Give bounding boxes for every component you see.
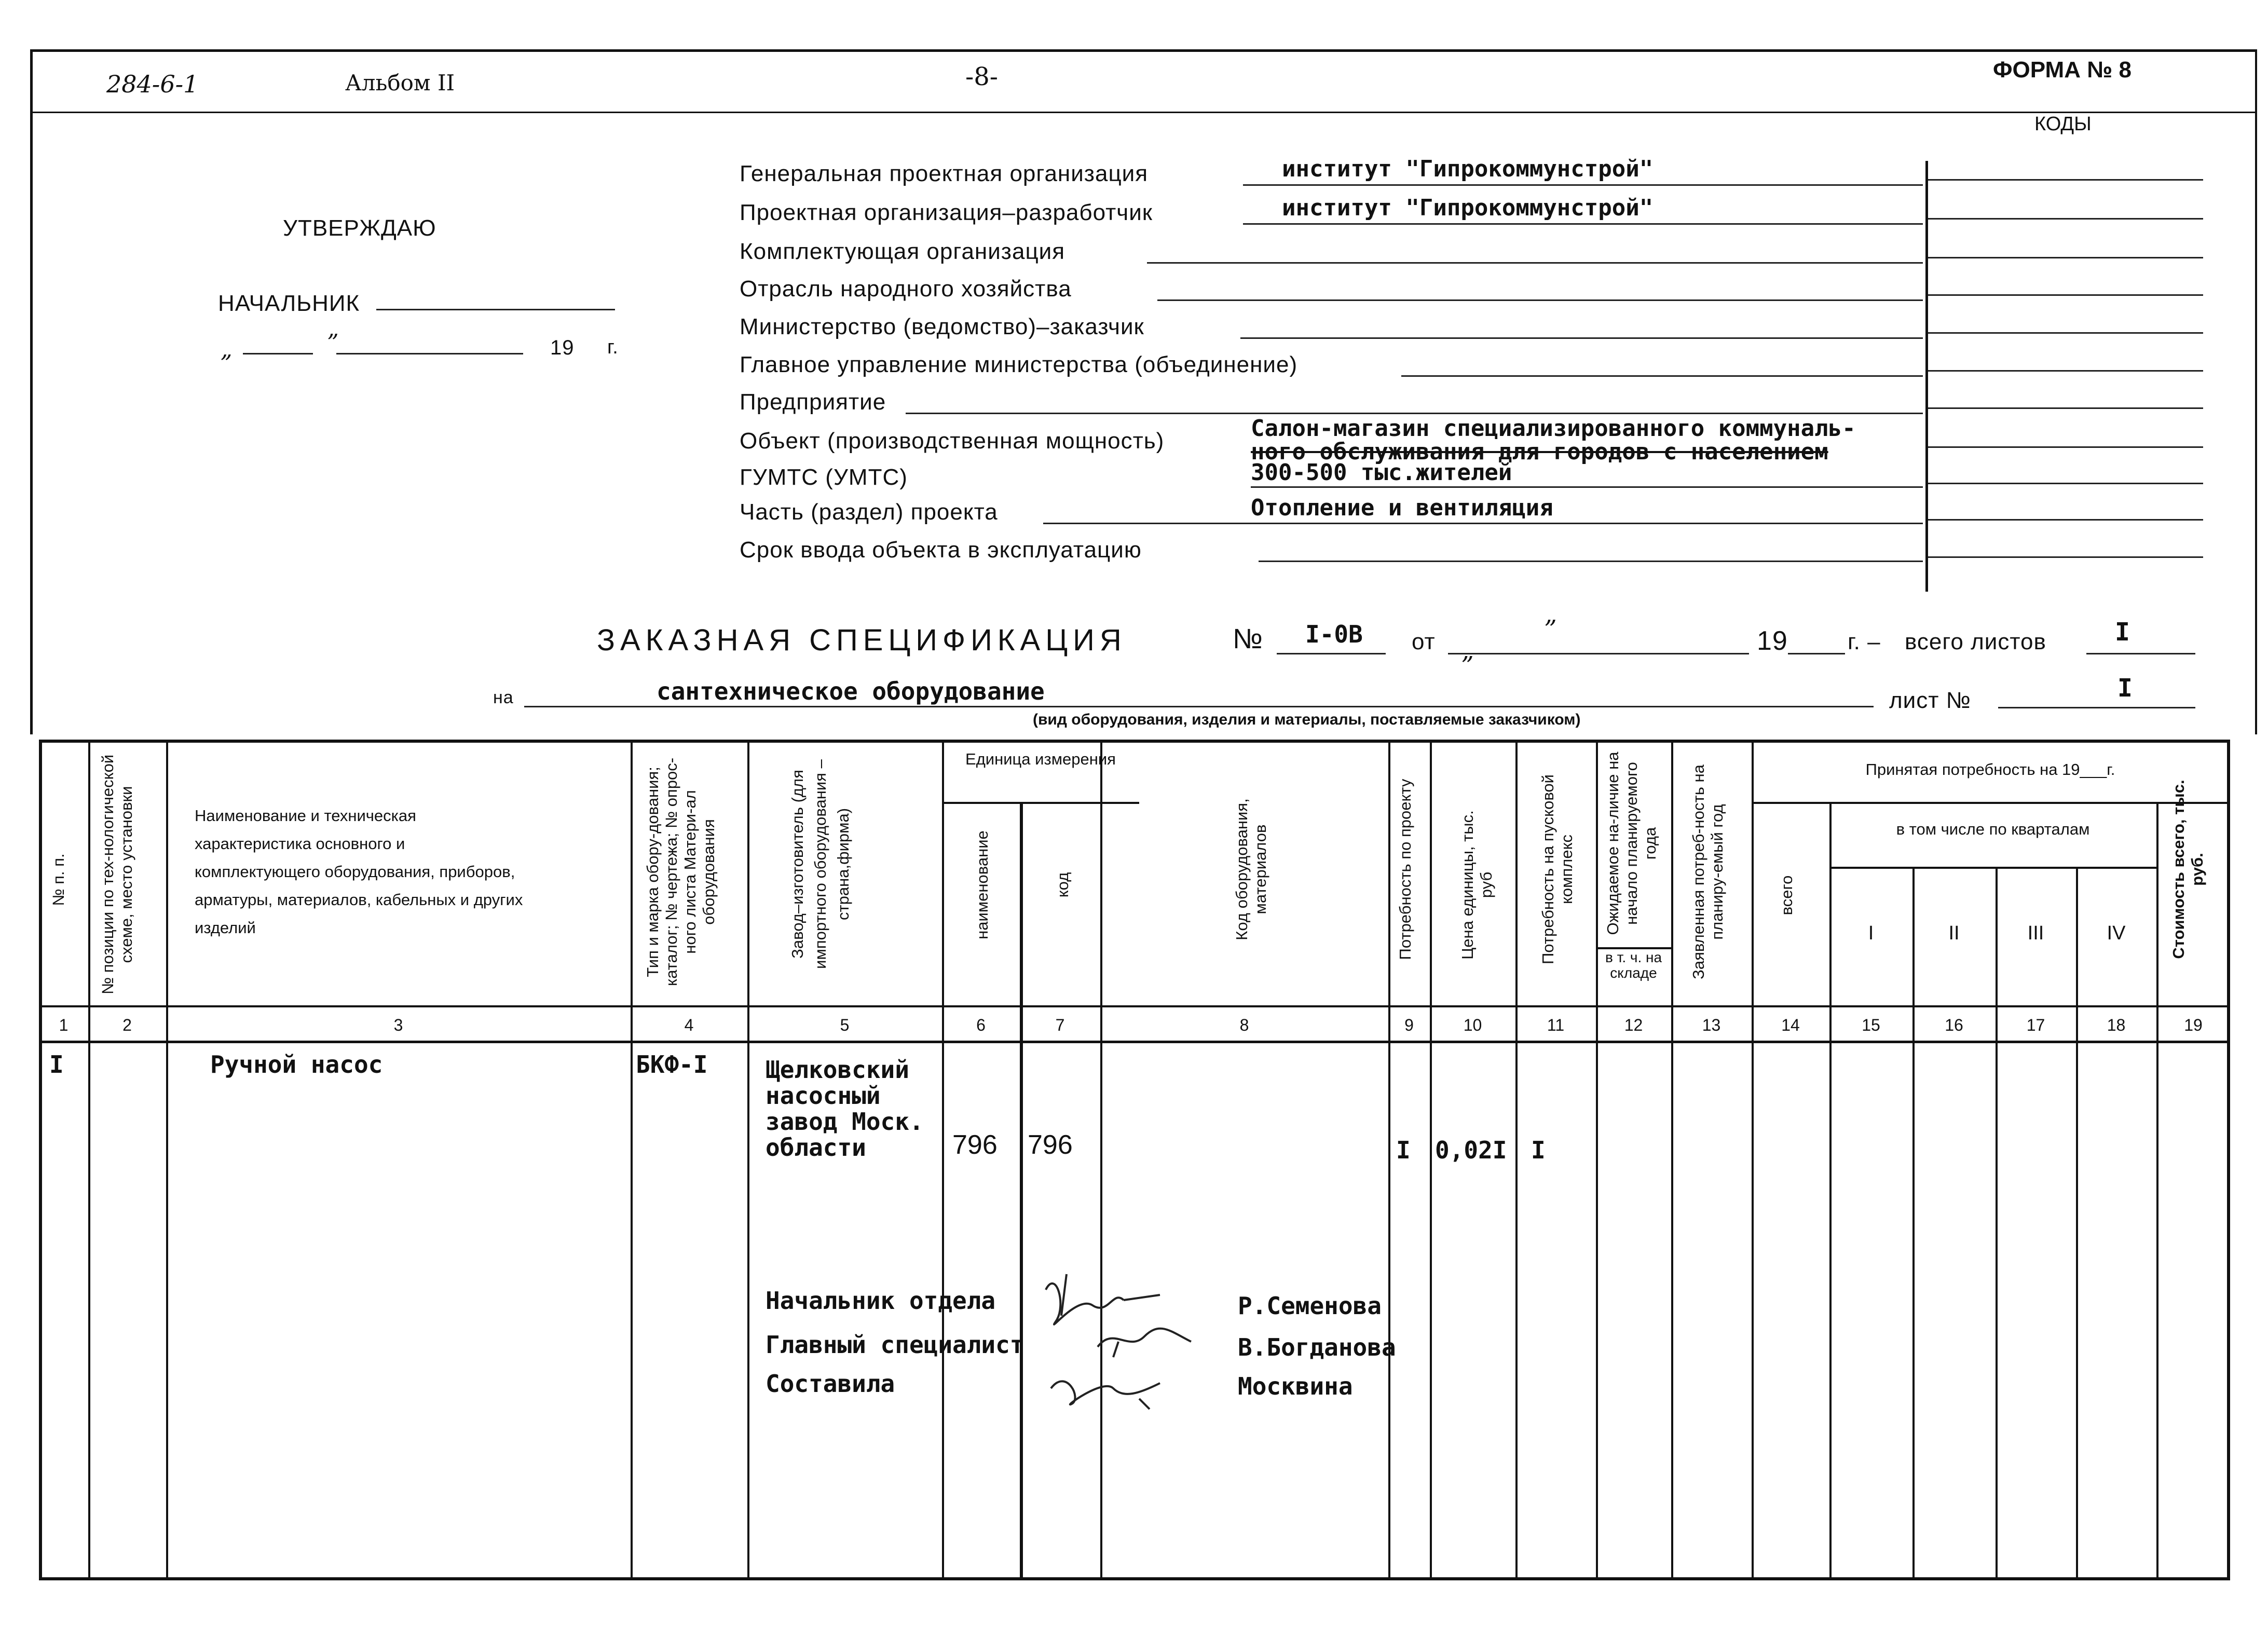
header-c3: Наименование и техническая характеристика основного и комплектующего оборудования, приборов, арматуры, материалов, кабельных и других изделий [195,807,523,937]
table-colnum-bottom-line [39,1041,2230,1043]
album-label: Альбом II [345,70,455,95]
code-line-3 [1928,257,2203,258]
date-day-line[interactable] [243,353,313,354]
col-line-11 [1596,740,1598,1580]
code-line-11 [1928,556,2203,558]
col-number-14: 14 [1781,1016,1800,1034]
frame-top-border [30,49,2257,52]
approval-year-suffix: г. [607,336,619,358]
header-c11: Потребность на пусковой комплекс [1539,774,1576,964]
codes-column-divider [1925,161,1928,592]
header-c10: Цена единицы, тыс. руб [1458,810,1495,960]
row-unit-name: 796 [952,1130,998,1160]
spec-caption: (вид оборудования, изделия и материалы, поставляемые заказчиком) [1033,711,1581,728]
date-month-line[interactable] [336,353,523,354]
org-label-commissioning: Срок ввода объекта в эксплуатацию [740,537,1142,563]
org-label-developer: Проектная организация–разработчик [740,200,1153,225]
spec-total-sheets-line [2086,653,2195,654]
header-c19: Стоимость всего, тыс. руб. [2169,780,2206,959]
form-number: ФОРМА № 8 [1993,57,2132,83]
spec-date-close-quote: ” [1461,651,1474,680]
col-number-4: 4 [684,1016,694,1034]
col-number-7: 7 [1055,1016,1065,1034]
spec-on-label: на [493,688,514,707]
signature-name-1: Р.Семенова [1238,1292,1382,1320]
signature-role-3: Составила [766,1370,895,1398]
spec-equipment-line [524,706,1874,707]
spec-equipment: сантехническое оборудование [657,677,1045,705]
org-line-project-part [1043,523,1923,524]
col-line-3 [631,740,633,1580]
approval-title: УТВЕРЖДАЮ [283,215,436,241]
col-number-15: 15 [1862,1016,1880,1034]
col-line-7 [1100,740,1102,1580]
org-label-object: Объект (производственная мощность) [740,428,1165,454]
col-line-15 [1912,867,1915,1580]
col-number-9: 9 [1404,1016,1414,1034]
signature-name-2: В.Богданова [1238,1333,1396,1361]
header-c16: II [1948,922,1960,944]
spec-total-sheets: I [2115,618,2130,647]
col-line-1 [88,740,90,1580]
col-line-4 [747,740,749,1580]
header-c13: Заявленная потреб-ность на планиру-емый год [1689,764,1726,979]
code-line-4 [1928,294,2203,296]
frame-left-border [30,49,33,734]
header-c6: наименование [973,830,991,939]
signature-role-1: Начальник отдела [766,1287,996,1315]
header-c17: III [2027,922,2044,944]
signature-role-2: Главный специалист [766,1331,1024,1359]
col-line-2 [166,740,168,1580]
header-c18: IV [2107,922,2126,944]
row-name: Ручной насос [210,1050,383,1078]
code-line-5 [1928,332,2203,334]
col-line-16 [1996,867,1998,1580]
col-line-5 [942,740,944,1580]
header-c1: № п. п. [49,853,67,906]
header-c12: Ожидаемое на-личие на начало планируемого года [1604,752,1659,935]
unit-group-header: Единица измерения [965,750,1116,768]
org-value-object-2: ного обслуживания для городов с населением [1251,439,1828,465]
col-number-3: 3 [393,1016,403,1034]
code-line-2 [1928,218,2203,220]
code-line-7 [1928,407,2203,409]
col-line-12 [1671,740,1673,1580]
org-label-industry: Отрасль народного хозяйства [740,276,1072,302]
header-c5: Завод–изготовитель (для импортного оборудования –страна,фирма) [788,759,852,969]
org-line-commissioning [1259,561,1923,562]
frame-right-border [2255,49,2257,734]
spec-sheet-number: I [2117,674,2133,703]
org-label-general: Генеральная проектная организация [740,161,1149,186]
col-number-1: 1 [59,1016,69,1034]
col-line-17 [2076,867,2078,1580]
spec-year-line [1788,653,1845,654]
spec-number: I-0В [1305,620,1363,648]
org-line-industry [1157,299,1923,301]
date-close-quote: ” [327,330,339,356]
code-line-9 [1928,483,2203,484]
code-line-8 [1928,446,2203,448]
header-c15: I [1868,922,1874,944]
col-number-8: 8 [1239,1016,1249,1034]
col-line-10 [1515,740,1518,1580]
org-line-complete [1147,262,1923,264]
org-line-ministry [1240,337,1923,339]
page-number: -8- [965,62,998,91]
code-line-10 [1928,519,2203,521]
signature-name-3: Москвина [1238,1372,1353,1400]
org-label-enterprise: Предприятие [740,389,886,415]
org-value-developer: институт "Гипрокоммунстрой" [1282,195,1654,221]
col-number-18: 18 [2107,1016,2126,1034]
org-line-main-dept [1401,375,1923,377]
col-line-18 [2156,802,2158,1580]
row-maker-line-2: насосный [766,1082,881,1110]
org-value-object-1: Салон-магазин специализированного коммуналь- [1251,415,1856,442]
chief-signature-line[interactable] [376,309,615,310]
row-price: 0,02I [1435,1136,1507,1164]
org-label-ministry: Министерство (ведомство)–заказчик [740,314,1144,339]
handwritten-signatures [1035,1259,1233,1414]
table-header-bottom-line [39,1005,2230,1007]
col-number-16: 16 [1945,1016,1963,1034]
header-c9: Потребность по проекту [1396,779,1414,960]
col-number-19: 19 [2184,1016,2203,1034]
spec-year: 19 [1757,626,1788,656]
spec-sheet-line [1998,707,2195,708]
row-position: I [49,1050,64,1078]
codes-label: КОДЫ [2034,113,2092,135]
row-type: БКФ-I [636,1050,708,1078]
org-value-object-3: 300-500 тыс.жителей [1251,459,1512,486]
spec-title: ЗАКАЗНАЯ СПЕЦИФИКАЦИЯ [597,623,1127,657]
header-divider [30,112,2257,113]
col-number-13: 13 [1702,1016,1721,1034]
org-label-gumts: ГУМТС (УМТС) [740,465,908,490]
spec-number-line [1277,653,1386,654]
org-label-complete: Комплектующая организация [740,239,1065,264]
spec-number-label: № [1233,623,1263,654]
org-value-project-part: Отопление и вентиляция [1251,495,1553,521]
org-value-general: институт "Гипрокоммунстрой" [1282,156,1654,182]
spec-sheet-label: лист № [1889,688,1971,713]
col-line-6 [1020,802,1023,1580]
col-line-9 [1430,740,1432,1580]
chief-label: НАЧАЛЬНИК [218,291,360,316]
quarters-group-header: в том числе по кварталам [1896,820,2090,838]
code-line-6 [1928,370,2203,372]
spec-table [39,740,2230,1580]
org-label-project-part: Часть (раздел) проекта [740,499,998,525]
row-maker-line-1: Щелковский [766,1056,909,1084]
col-number-6: 6 [976,1016,986,1034]
spec-date-line [1448,653,1749,654]
row-unit-code: 796 [1028,1130,1073,1160]
col-line-13 [1752,740,1754,1580]
org-line-enterprise [906,413,1923,414]
org-line-general [1243,184,1923,186]
unit-group-line [942,802,1139,804]
col-number-11: 11 [1547,1016,1565,1034]
col-number-12: 12 [1624,1016,1643,1034]
code-line-1 [1928,179,2203,181]
header-c14: всего [1778,875,1796,916]
spec-total-sheets-label: всего листов [1905,629,2046,654]
header-c7: код [1054,872,1072,898]
header-c2: № позиции по тех-нологической схеме, место установки [99,754,135,995]
row-need: I [1396,1136,1411,1164]
org-label-main-dept: Главное управление министерства (объединение) [740,352,1298,377]
header-c12b: в т. ч. на складе [1605,949,1662,981]
org-line-developer [1243,223,1923,225]
org-line-gumts [1251,486,1923,488]
row-start-need: I [1531,1136,1546,1164]
header-c8: Код оборудования, материалов [1233,798,1269,940]
accepted-group-header: Принятая потребность на 19___г. [1865,760,2115,779]
row-maker-line-4: области [766,1134,866,1162]
approval-year: 19 [550,336,575,359]
header-c4: Тип и марка обору-дования; каталог; № чертежа; № опрос-ного листа Матери-ал оборудования [644,757,718,987]
spec-from-label: от [1412,629,1436,654]
col-line-14 [1829,802,1832,1580]
col-number-10: 10 [1463,1016,1482,1034]
row-maker-line-3: завод Моск. [766,1108,924,1136]
col-number-5: 5 [840,1016,850,1034]
doc-code: 284-6-1 [106,70,199,98]
spec-date-open-quote: ” [1544,615,1557,644]
col-number-2: 2 [122,1016,132,1034]
spec-year-suffix: г. – [1848,629,1881,654]
col-line-8 [1388,740,1390,1580]
date-open-quote: „ [221,336,233,363]
col-number-17: 17 [2026,1016,2045,1034]
quarters-group-line [1829,867,2156,869]
